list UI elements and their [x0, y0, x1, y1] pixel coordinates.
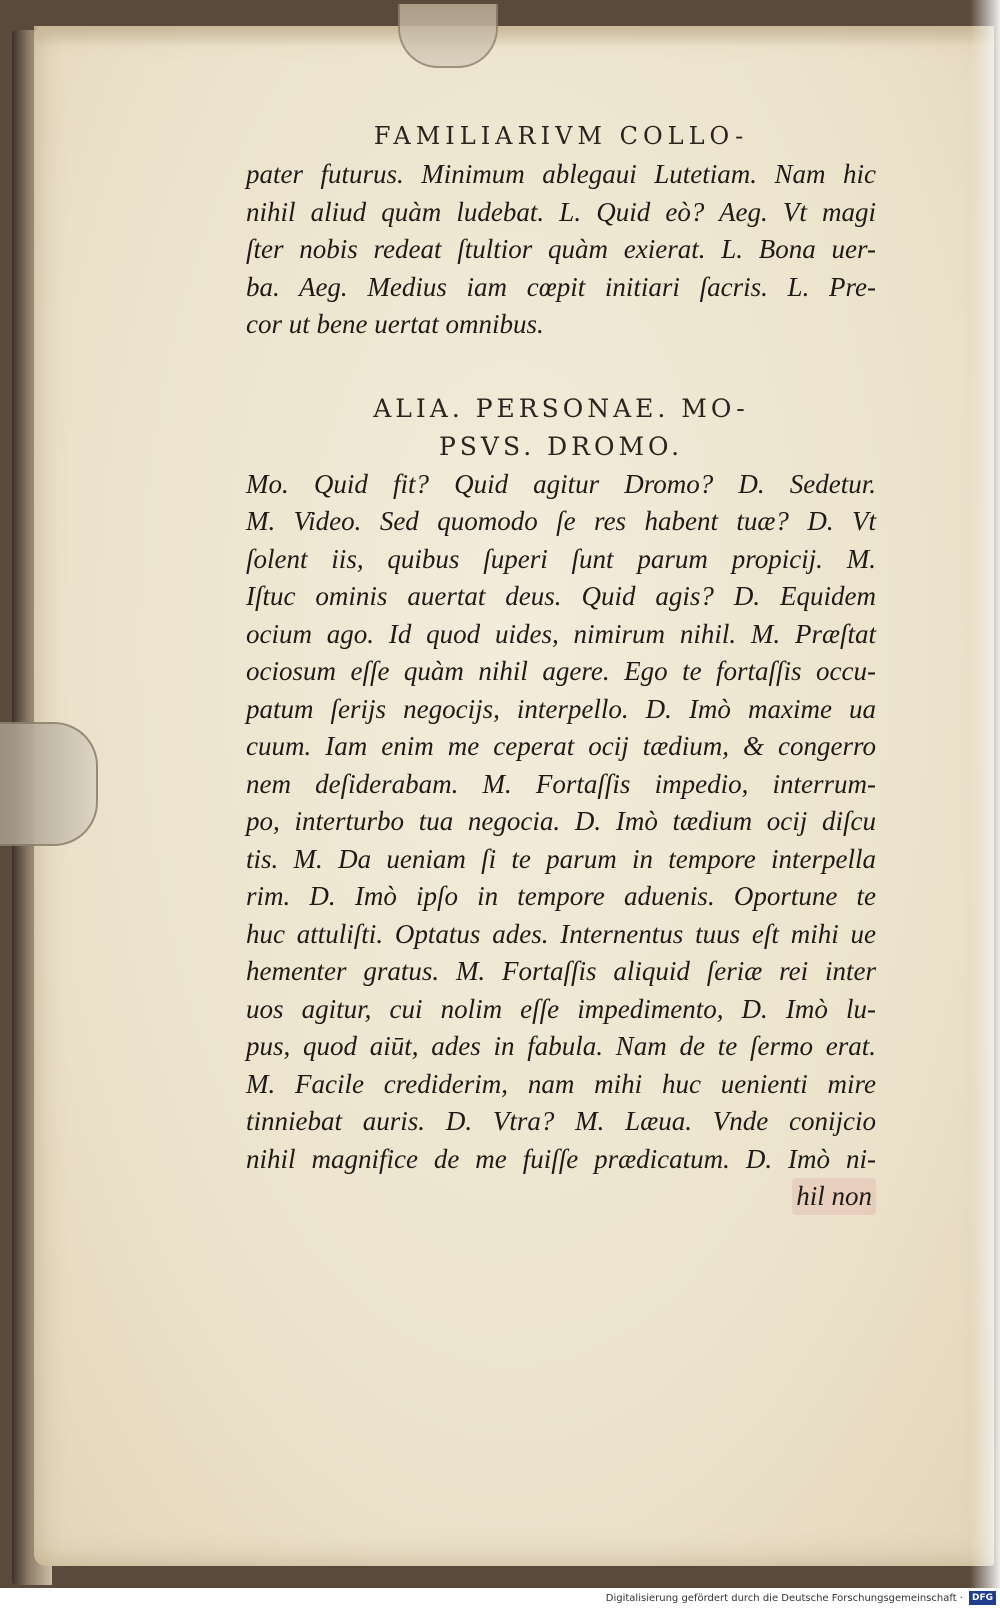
text-line: uos agitur, cui nolim eſſe impedimento, D. Imò lu-	[246, 993, 876, 1024]
page-top-shading	[34, 26, 994, 46]
digitization-footer	[0, 1588, 1000, 1609]
section-title-line: PSVS. DROMO.	[438, 431, 684, 461]
text-line: po, interturbo tua negocia. D. Imò tædium ocij diſcu	[246, 806, 876, 836]
text-line: nihil aliud quàm ludebat. L. Quid eò? Aeg. Vt magi	[246, 196, 876, 227]
dfg-logo-icon: DFG	[969, 1591, 996, 1605]
text-line: tinniebat auris. D. Vtra? M. Læua. Vnde conijcio	[246, 1106, 876, 1136]
text-line: rim. D. Imò ipſo in tempore aduenis. Oportune te	[246, 881, 876, 911]
scan-right-edge	[970, 0, 1000, 1588]
text-line: Mo. Quid fit? Quid agitur Dromo? D. Sedetur.	[246, 468, 876, 499]
text-line: cuum. Iam enim me ceperat ocij tædium, & congerro	[246, 731, 876, 761]
text-line: ſter nobis redeat ſtultior quàm exierat. L. Bona uer-	[246, 234, 876, 264]
paragraph-2	[246, 466, 876, 1179]
text-line: huc attuliſti. Optatus ades. Internentus tuus eſt mihi ue	[246, 918, 876, 949]
text-line: ba. Aeg. Medius iam cœpit initiari ſacris. L. Pre-	[246, 271, 876, 302]
text-line: ocium ago. Id quod uides, nimirum nihil. M. Præſtat	[246, 618, 876, 649]
text-line: pater futurus. Minimum ablegaui Lutetiam. Nam hic	[246, 159, 876, 189]
text-line: pus, quod aiūt, ades in fabula. Nam de te ſermo erat.	[246, 1031, 876, 1061]
text-line: nem deſiderabam. M. Fortaſſis impedio, interrum-	[246, 768, 876, 799]
text-line: ſolent iis, quibus ſuperi ſunt parum propicij. M.	[246, 543, 876, 574]
text-line: M. Video. Sed quomodo ſe res habent tuæ? D. Vt	[246, 506, 876, 536]
text-line: hementer gratus. M. Fortaſſis aliquid ſeriæ rei inter	[246, 956, 876, 986]
section-heading	[246, 390, 876, 466]
page-clip-left	[0, 722, 98, 846]
text-line: patum ſerijs negocijs, interpello. D. Imò maxime ua	[246, 693, 876, 724]
footer-credit: Digitalisierung gefördert durch die Deutsche Forschungsgemeinschaft ·	[605, 1593, 963, 1604]
text-line: ociosum eſſe quàm nihil agere. Ego te fortaſſis occu-	[246, 656, 876, 686]
text-line: Iſtuc ominis auertat deus. Quid agis? D. Equidem	[246, 581, 876, 611]
catchword-text: hil non	[792, 1178, 876, 1215]
section-gap	[246, 344, 876, 390]
catchword	[246, 1178, 876, 1215]
text-line: M. Facile crediderim, nam mihi huc uenienti mire	[246, 1068, 876, 1099]
page-clip-top	[398, 4, 498, 68]
text-line: tis. M. Da ueniam ſi te parum in tempore interpella	[246, 843, 876, 874]
page-text	[246, 122, 876, 1215]
section-title-line: ALIA. PERSONAE. MO-	[373, 393, 749, 423]
text-line: cor ut bene uertat omnibus.	[246, 309, 544, 339]
paragraph-1	[246, 156, 876, 344]
running-title: FAMILIARIVM COLLO-	[373, 122, 749, 150]
text-line: nihil magnifice de me fuiſſe prædicatum. D. Imò ni-	[246, 1143, 876, 1174]
